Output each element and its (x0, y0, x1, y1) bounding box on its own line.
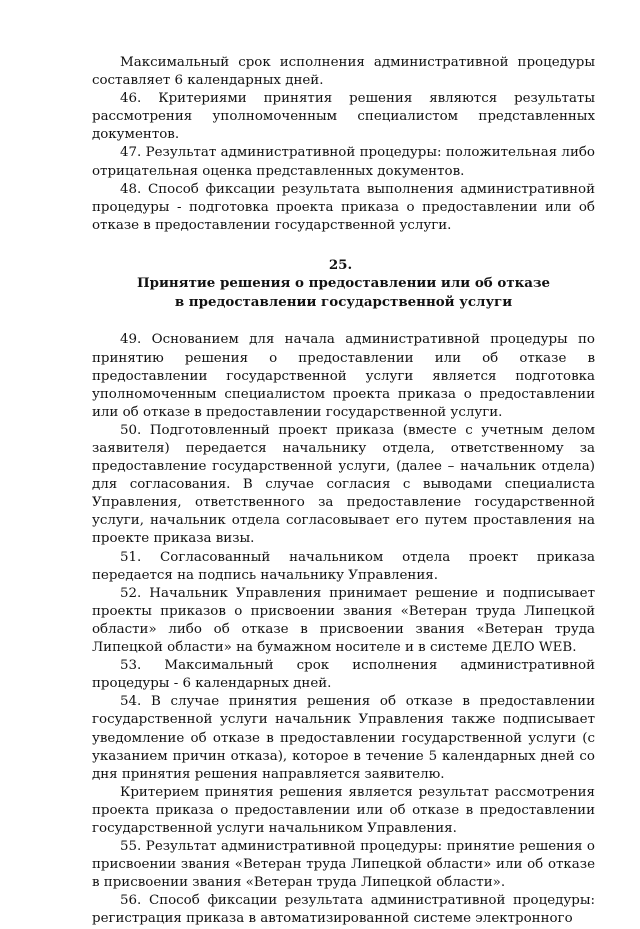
paragraph-max-term: Максимальный срок исполнения административной процедуры составляет 6 календарных дней. (92, 55, 595, 89)
section-number: 25. (328, 256, 353, 273)
paragraph-47: 47. Результат административной процедуры: положительная либо отрицательная оценка представленных документов. (92, 145, 595, 179)
paragraph-criterion: Критерием принятия решения является результат рассмотрения проекта приказа о предоставлении или об отказе в предоставлении государственной услуги начальником Управления. (92, 784, 595, 836)
section-heading (92, 256, 595, 312)
paragraph-54: 54. В случае принятия решения об отказе в предоставлении государственной услуги начальник Управления также подписывает уведомление об отказе в предоставлении государственной услуги (с указанием причин отказа), которое в течение 5 календарных дней со дня принятия решения направляется заявителю. (92, 694, 595, 782)
paragraph-50: 50. Подготовленный проект приказа (вместе с учетным делом заявителя) передается начальнику отдела, ответственному за предоставление государственной услуги, (далее – начальник отдела) для согласования. В случае согласия с выводами специалиста Управления, ответственного за предоставление государственной услуги, начальник отдела согласовывает его путем проставления на проекте приказа визы. (92, 422, 595, 547)
paragraph-55: 55. Результат административной процедуры: принятие решения о присвоении звания «Ветеран труда Липецкой области» или об отказе в присвоении звания «Ветеран труда Липецкой области». (92, 839, 595, 891)
section-title-part-2: в предоставлении государственной услуги (174, 293, 513, 310)
paragraph-56: 56. Способ фиксации результата административной процедуры: регистрация приказа в автоматизированной системе электронного (92, 893, 595, 927)
section-heading-line-1 (92, 256, 595, 293)
paragraph-46: 46. Критериями принятия решения являются результаты рассмотрения уполномоченным специалистом представленных документов. (92, 91, 595, 143)
section-title-part-1: Принятие решения о предоставлении или об отказе (136, 275, 551, 292)
document-page (92, 54, 595, 929)
paragraph-49: 49. Основанием для начала административной процедуры по принятию решения о предоставлении или об отказе в предоставлении государственной услуги является подготовка уполномоченным специалистом проекта приказа о предоставлении или об отказе в предоставлении государственной услуги. (92, 332, 595, 420)
paragraph-48: 48. Способ фиксации результата выполнения административной процедуры - подготовка проекта приказа о предоставлении или об отказе в предоставлении государственной услуги. (92, 181, 595, 233)
paragraph-52: 52. Начальник Управления принимает решение и подписывает проекты приказов о присвоении звания «Ветеран труда Липецкой области» либо об отказе в присвоении звания «Ветеран труда Липецкой области» на бумажном носителе и в системе ДЕЛО WEB. (92, 585, 595, 656)
paragraph-53: 53. Максимальный срок исполнения административной процедуры - 6 календарных дней. (92, 658, 595, 692)
paragraph-51: 51. Согласованный начальником отдела проект приказа передается на подпись начальнику Управления. (92, 549, 595, 583)
